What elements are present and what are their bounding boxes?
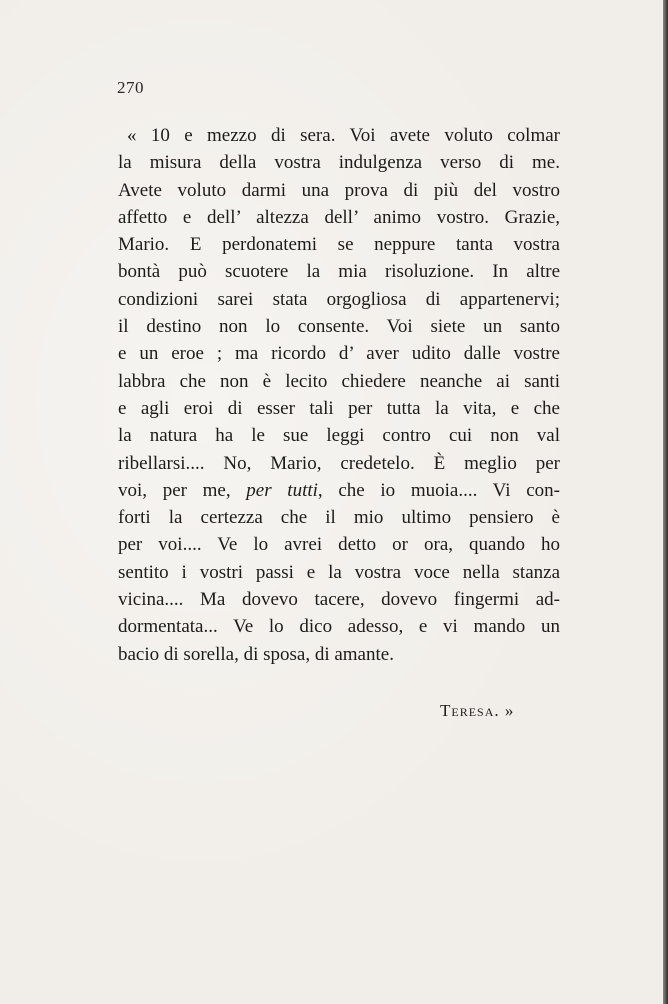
text-line-5: Mario. E perdonatemi se neppure tanta vostra — [118, 234, 560, 256]
signature-name: Teresa — [440, 701, 495, 720]
text-line-17: sentito i vostri passi e la vostra voce nella stanza — [118, 561, 560, 583]
text-line-4: affetto e dell’ altezza dell’ animo vostro. Grazie, — [118, 206, 560, 228]
text-line-16: per voi.... Ve lo avrei detto or ora, quando ho — [118, 534, 560, 556]
text-line-14-after: , che io muoia.... Vi con- — [317, 479, 560, 501]
emphasis-per-tutti: per tutti — [246, 479, 318, 501]
page-edge-shadow — [663, 0, 668, 1004]
letter-signature — [440, 701, 514, 721]
signature-closing: . » — [494, 701, 515, 720]
letter-body — [118, 122, 560, 668]
text-line-2: la misura della vostra indulgenza verso di me. — [118, 152, 560, 174]
text-line-15: forti la certezza che il mio ultimo pensiero è — [118, 507, 560, 529]
text-line-8: il destino non lo consente. Voi siete un santo — [118, 316, 560, 338]
text-line-6: bontà può scuotere la mia risoluzione. In altre — [118, 261, 560, 283]
text-line-12: la natura ha le sue leggi contro cui non val — [118, 425, 560, 447]
text-line-13: ribellarsi.... No, Mario, credetelo. È meglio per — [118, 452, 560, 474]
text-line-14-before: voi, per me, — [118, 479, 247, 501]
text-line-19: dormentata... Ve lo dico adesso, e vi mando un — [118, 616, 560, 638]
text-line-20: bacio di sorella, di sposa, di amante. — [118, 643, 394, 665]
text-line-10: labbra che non è lecito chiedere neanche ai santi — [118, 370, 560, 392]
text-line-9: e un eroe ; ma ricordo d’ aver udito dalle vostre — [118, 343, 560, 365]
text-line-14 — [118, 477, 560, 504]
text-line-7: condizioni sarei stata orgogliosa di appartenervi; — [118, 288, 560, 310]
text-line-3: Avete voluto darmi una prova di più del vostro — [118, 179, 560, 201]
text-line-1: « 10 e mezzo di sera. Voi avete voluto colmar — [127, 125, 560, 146]
page-number: 270 — [117, 78, 144, 97]
text-line-18: vicina.... Ma dovevo tacere, dovevo fingermi ad- — [118, 589, 560, 611]
text-line-11: e agli eroi di esser tali per tutta la vita, e che — [118, 397, 560, 419]
